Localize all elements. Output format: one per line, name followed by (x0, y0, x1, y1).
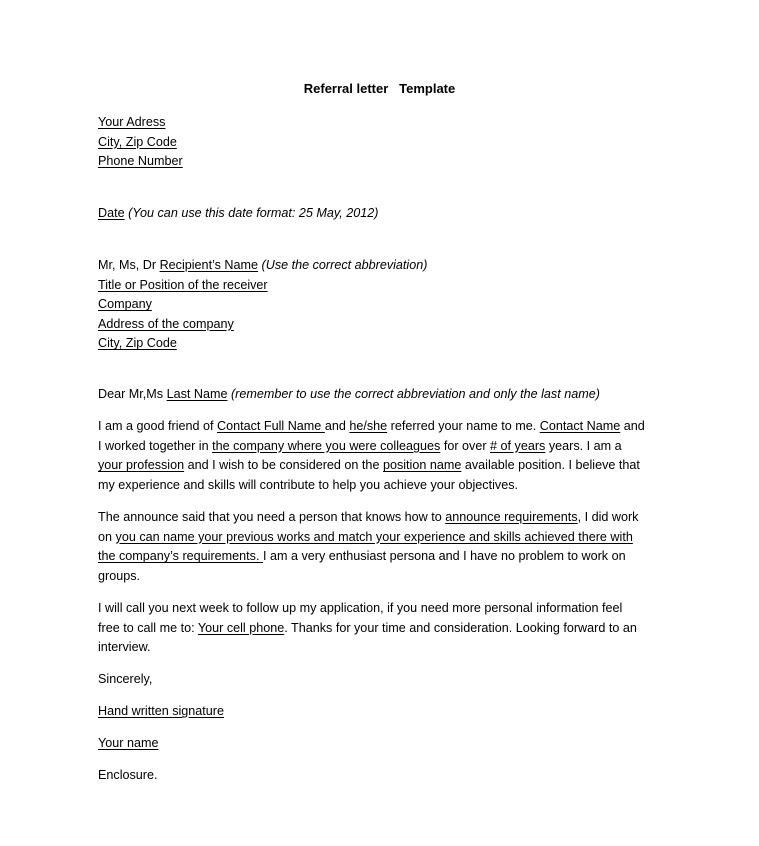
sender-address: Your Adress (98, 115, 166, 129)
recipient-title: Title or Position of the receiver (98, 277, 268, 292)
sender-block (98, 113, 658, 172)
recipient-city-zip: City, Zip Code (98, 336, 177, 351)
closing-sincerely (98, 670, 658, 690)
p1-text: my experience and skills will contribute to help you achieve your objectives. (98, 477, 519, 492)
salutation-last-name: Last Name (166, 387, 228, 401)
sincerely-text: Sincerely, (98, 672, 153, 686)
closing-name (98, 734, 658, 754)
page-title: Referral letter Template (303, 81, 456, 96)
p2-text: The announce said that you need a person that knows how to (98, 510, 446, 524)
enclosure-text: Enclosure. (98, 768, 158, 782)
contact-full-name: Contact Full Name (217, 419, 325, 433)
p1-text: I worked together in (98, 438, 213, 453)
p3-text: free to call me to: (98, 620, 198, 635)
recipient-hint: (Use the correct abbreviation) (258, 258, 428, 272)
p1-text: and (620, 419, 645, 433)
paragraph-2 (98, 508, 658, 586)
closing-signature (98, 702, 658, 722)
p2-text: I am a very enthusiast persona and I have no problem to work on (262, 549, 626, 564)
he-she: he/she (349, 419, 388, 433)
salutation-prefix: Dear Mr,Ms (98, 387, 167, 401)
company-colleagues: the company where you were colleagues (212, 438, 441, 453)
p3-text: interview. (98, 640, 151, 655)
closing-enclosure (98, 766, 658, 786)
contact-name: Contact Name (539, 419, 621, 433)
your-profession: your profession (98, 458, 185, 473)
p1-text: and (324, 419, 350, 433)
p1-text: and I wish to be considered on the (184, 458, 383, 473)
paragraph-1 (98, 417, 658, 495)
p1-text: for over (440, 438, 491, 453)
salutation-hint: (remember to use the correct abbreviation and only the last name) (227, 387, 600, 401)
recipient-company-address: Address of the company (98, 316, 234, 331)
p3-text: I will call you next week to follow up my application, if you need more personal information feel (98, 601, 623, 615)
recipient-block (98, 256, 658, 354)
p2-text: groups. (98, 568, 141, 583)
your-name-placeholder: Your name (98, 736, 159, 750)
signature-placeholder: Hand written signature (98, 704, 225, 718)
previous-works: you can name your previous works and match your experience and skills achieved there with (115, 529, 633, 544)
company-requirements: the company’s requirements. (98, 549, 263, 564)
date-label: Date (98, 206, 125, 220)
p1-text: available position. I believe that (461, 458, 640, 473)
p1-text: years. I am a (545, 438, 622, 453)
p3-text: . Thanks for your time and consideration. Looking forward to an (284, 620, 637, 635)
salutation (98, 385, 658, 405)
announce-requirements: announce requirements (445, 510, 578, 524)
date-hint: (You can use this date format: 25 May, 2012) (124, 206, 379, 220)
p1-text: I am a good friend of (98, 419, 218, 433)
date-line (98, 204, 658, 224)
p2-text: on (98, 529, 116, 544)
p1-text: referred your name to me. (387, 419, 540, 433)
recipient-company: Company (98, 297, 152, 312)
position-name: position name (382, 458, 462, 473)
sender-phone: Phone Number (98, 154, 183, 169)
paragraph-3 (98, 599, 658, 658)
recipient-name: Recipient’s Name (159, 258, 259, 272)
years-count: # of years (490, 438, 546, 453)
your-cell-phone: Your cell phone (197, 620, 285, 635)
p2-text: , I did work (577, 510, 639, 524)
sender-city-zip: City, Zip Code (98, 134, 177, 149)
recipient-prefix: Mr, Ms, Dr (98, 258, 160, 272)
